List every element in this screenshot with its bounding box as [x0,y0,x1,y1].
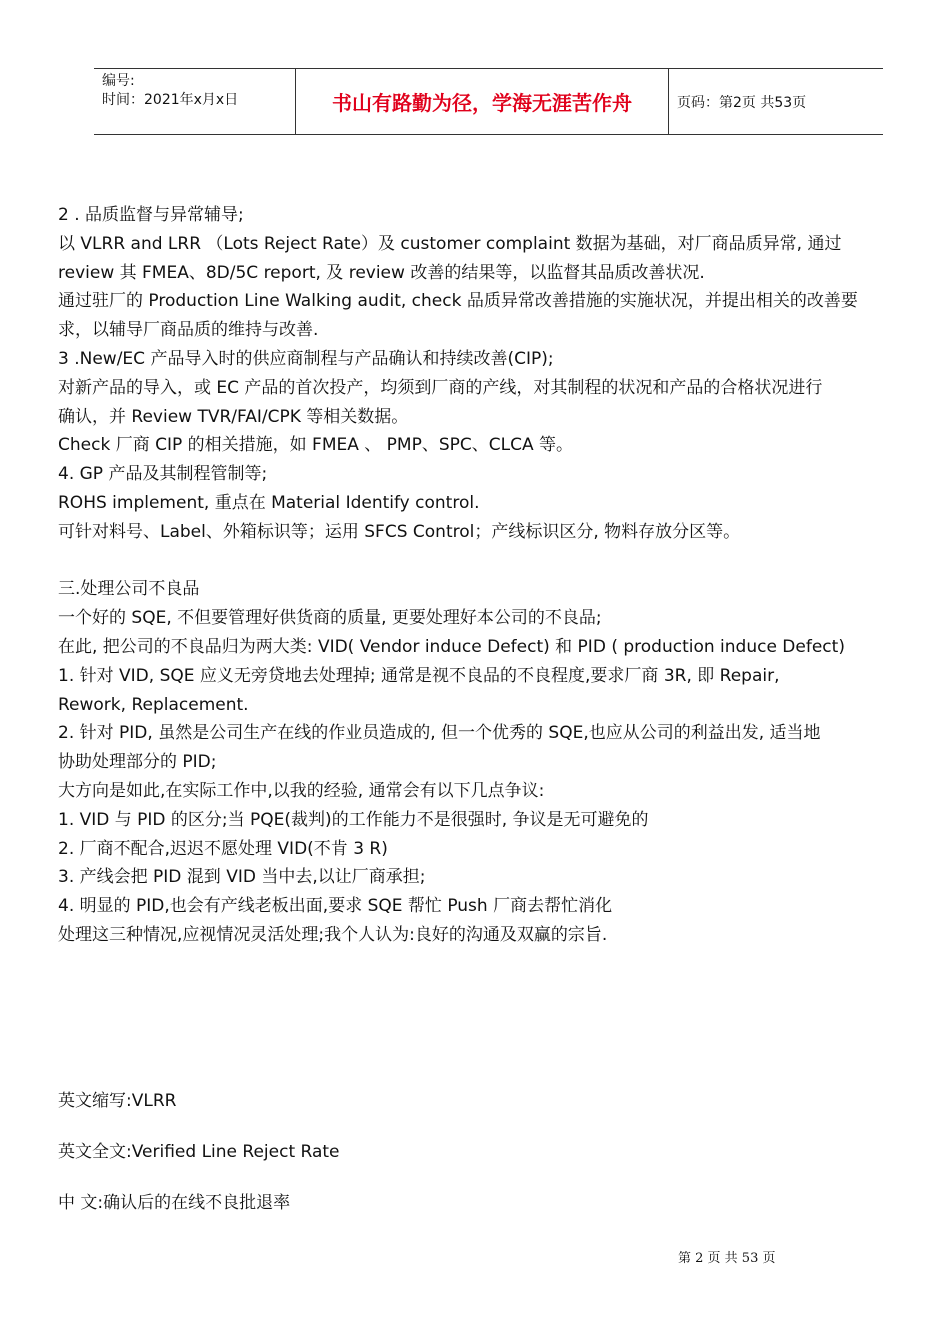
text-line: 一个好的 SQE, 不但要管理好供货商的质量, 更要处理好本公司的不良品; [58,608,602,629]
text-line: 以 VLRR and LRR （Lots Reject Rate）及 customer complaint 数据为基础，对厂商品质异常, 通过 [58,233,842,254]
header-page-label: 页码：第2页 共53页 [677,94,807,111]
text-line: 3. 产线会把 PID 混到 VID 当中去,以让厂商承担; [58,867,426,888]
text-line: 2. 针对 PID, 虽然是公司生产在线的作业员造成的, 但一个优秀的 SQE,也应从公司的利益出发, 适当地 [58,723,821,744]
text-line: review 其 FMEA、8D/5C report, 及 review 改善的结果等，以监督其品质改善状况. [58,262,705,283]
text-line: 可针对料号、Label、外箱标识等；运用 SFCS Control；产线标识区分, 物料存放分区等。 [58,521,741,542]
text-line: 3 .New/EC 产品导入时的供应商制程与产品确认和持续改善(CIP); [58,348,554,369]
text-line: Check 厂商 CIP 的相关措施，如 FMEA 、 PMP、SPC、CLCA 等。 [58,435,573,456]
header-motto: 书山有路勤为径，学海无涯苦作舟 [332,91,632,115]
text-line: 对新产品的导入，或 EC 产品的首次投产，均须到厂商的产线，对其制程的状况和产品的合格状况进行 [58,377,823,398]
text-line: 1. VID 与 PID 的区分;当 PQE(裁判)的工作能力不是很强时, 争议是无可避免的 [58,809,649,830]
time-label: 时间：2021年x月x日 [102,92,239,108]
document-header [94,68,883,135]
header-page-cell [669,69,883,134]
blank-line [58,547,920,576]
page-footer: 第 2 页 共 53 页 [678,1251,776,1266]
text-line: 通过驻厂的 Production Line Walking audit, check 品质异常改善措施的实施状况，并提出相关的改善要 [58,291,858,312]
number-label: 编号: [102,73,135,89]
text-line: 2. 厂商不配合,迟迟不愿处理 VID(不肯 3 R) [58,838,388,859]
text-line: ROHS implement, 重点在 Material Identify control. [58,492,480,513]
header-info-cell [94,69,295,134]
text-line: 协助处理部分的 PID; [58,752,217,773]
text-line: 2 . 品质监督与异常辅导; [58,205,244,225]
text-line: 求，以辅导厂商品质的维持与改善. [58,320,319,341]
text-line: 1. 针对 VID, SQE 应义无旁贷地去处理掉; 通常是视不良品的不良程度,要求厂商 3R, 即 Repair, [58,665,780,686]
text-line: 处理这三种情况,应视情况灵活处理;我个人认为:良好的沟通及双赢的宗旨. [58,924,608,945]
text-line: 在此, 把公司的不良品归为两大类: VID( Vendor induce Defect) 和 PID ( production induce Defect) [58,636,845,657]
text-line: 4. GP 产品及其制程管制等; [58,464,268,485]
header-motto-cell [295,69,669,134]
term-full-name: 英文全文:Verified Line Reject Rate [58,1142,340,1162]
text-line: Rework, Replacement. [58,694,249,715]
text-line: 4. 明显的 PID,也会有产线老板出面,要求 SQE 帮忙 Push 厂商去帮忙消化 [58,896,613,917]
term-abbreviation: 英文缩写:VLRR [58,1091,177,1111]
body-text [58,201,920,950]
text-line: 确认，并 Review TVR/FAI/CPK 等相关数据。 [58,406,409,427]
text-line: 大方向是如此,在实际工作中,以我的经验, 通常会有以下几点争议: [58,780,545,801]
section-heading: 三.处理公司不良品 [58,579,200,600]
term-chinese: 中 文:确认后的在线不良批退率 [58,1193,291,1213]
